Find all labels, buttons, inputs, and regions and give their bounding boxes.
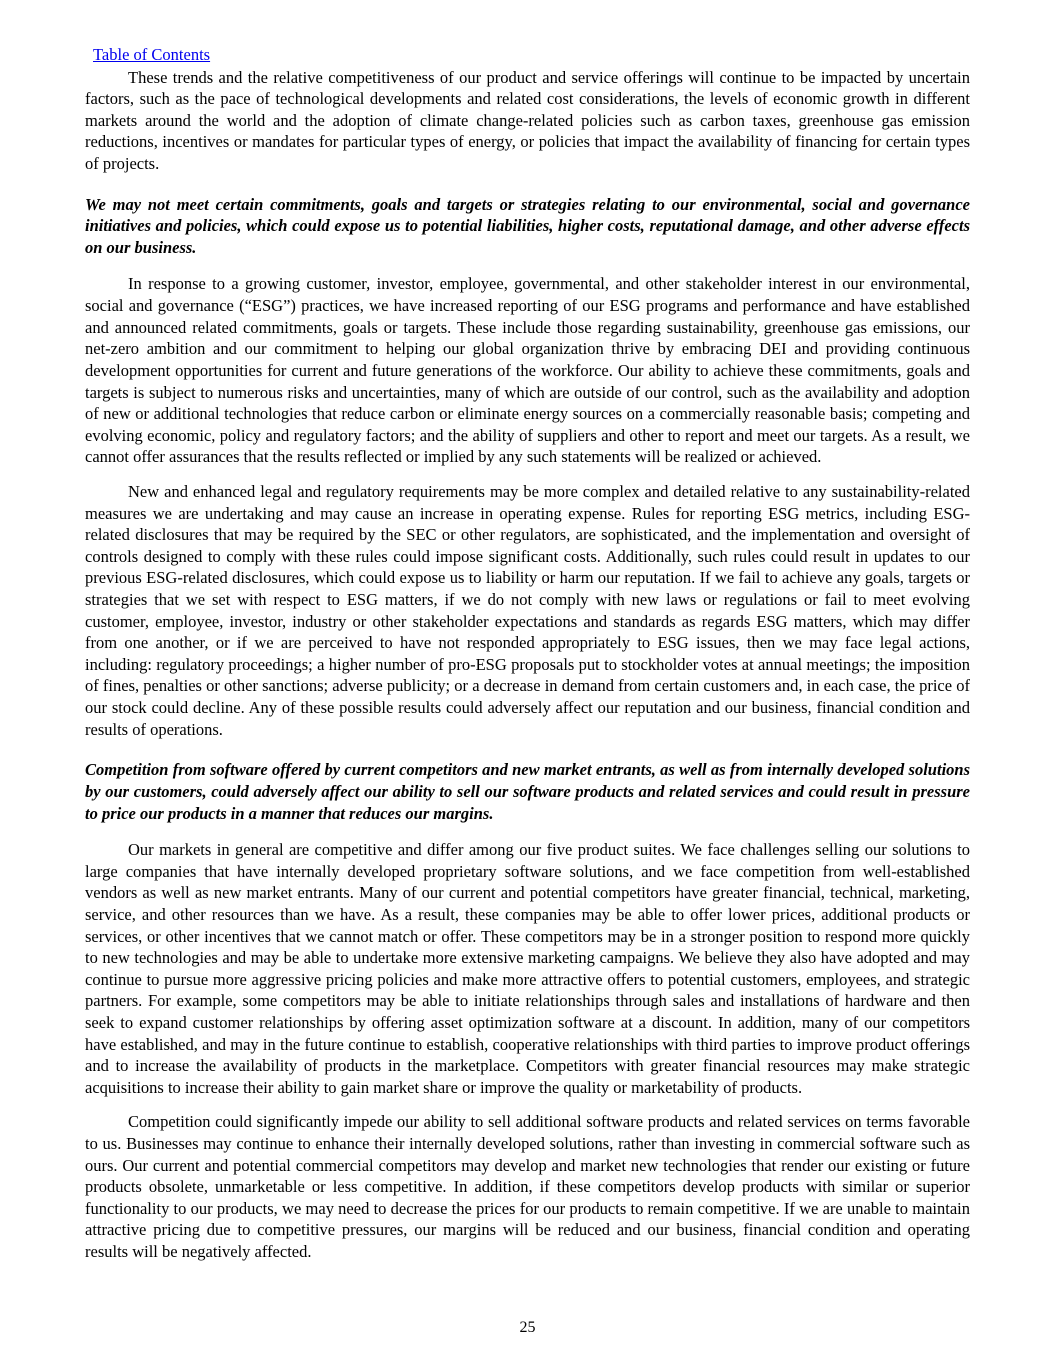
risk-factor-heading-competition: Competition from software offered by current competitors and new market entrants, as well as from internally developed solutions by our customers, could adversely affect our ability to sell our software products and related services and could result in pressure to price our products in a manner that reduces our margins. <box>85 760 970 823</box>
page-number: 25 <box>519 1319 536 1337</box>
paragraph-esg-response: In response to a growing customer, investor, employee, governmental, and other stakeholder interest in our environmental, social and governance (“ESG”) practices, we have increased reporting of our ESG programs and performance and have established and announced related commitments, goals or targets. These include those regarding sustainability, greenhouse gas emissions, our net-zero ambition and our commitment to helping our global organization thrive by embracing DEI and providing continuous development opportunities for current and future generations of the workforce. Our ability to achieve these commitments, goals and targets is subject to numerous risks and uncertainties, many of which are outside of our control, such as the availability and adoption of new or additional technologies that reduce carbon or eliminate energy sources on a commercially reasonable basis; competing and evolving economic, policy and regulatory factors; and the ability of suppliers and other to report and meet our targets. As a result, we cannot offer assurances that the results reflected or implied by any such statements will be realized or achieved. <box>85 274 970 467</box>
paragraph-markets: Our markets in general are competitive and differ among our five product suites. We face challenges selling our solutions to large companies that have internally developed proprietary software solutions, and we face competition from well-established vendors as well as new market entrants. Many of our current and potential competitors have greater financial, technical, marketing, service, and other resources than we have. As a result, these companies may be able to offer lower prices, additional products or services, or other incentives that we cannot match or offer. These competitors may be in a stronger position to respond more quickly to new technologies and may be able to undertake more extensive marketing campaigns. We believe they also have adopted and may continue to pursue more aggressive pricing policies and make more attractive offers to potential customers, employees, and strategic partners. For example, some competitors may be able to initiate relationships through sales and installations of hardware and then seek to expand customer relationships by offering asset optimization software at a discount. In addition, many of our competitors have established, and may in the future continue to establish, cooperative relationships with third parties to improve product offerings and to increase the availability of products in the marketplace. Competitors with greater financial resources may make strategic acquisitions to increase their ability to gain market share or improve the quality or marketability of products. <box>85 840 970 1097</box>
paragraph-competition-impede: Competition could significantly impede our ability to sell additional software products and related services on terms favorable to us. Businesses may continue to enhance their internally developed solutions, rather than investing in commercial software such as ours. Our current and potential commercial competitors may develop and market new technologies that render our existing or future products obsolete, unmarketable or less competitive. In addition, if these competitors develop products with similar or superior functionality to our products, we may need to decrease the prices for our products to remain competitive. If we are unable to maintain attractive pricing due to competitive pressures, our margins will be reduced and our business, financial condition and operating results will be negatively affected. <box>85 1112 970 1262</box>
paragraph-esg-legal: New and enhanced legal and regulatory requirements may be more complex and detailed relative to any sustainability-related measures we are undertaking and may cause an increase in operating expense. Rules for reporting ESG metrics, including ESG-related disclosures that may be required by the SEC or other regulators, are sophisticated, and the implementation and oversight of controls designed to comply with these rules could impose significant costs. Additionally, such rules could result in updates to our previous ESG-related disclosures, which could expose us to liability or harm our reputation. If we fail to achieve any goals, targets or strategies that we set with respect to ESG matters, if we do not comply with new laws or regulations or fail to meet evolving customer, employee, investor, industry or other stakeholder expectations and standards as regards ESG matters, which may differ from one another, or if we are perceived to have not responded appropriately to ESG issues, then we may face legal actions, including: regulatory proceedings; a higher number of pro-ESG proposals put to stockholder votes at annual meetings; the imposition of fines, penalties or other sanctions; adverse publicity; or a decrease in demand from certain customers and, in each case, the price of our stock could decline. Any of these possible results could adversely affect our reputation and our business, financial condition and results of operations. <box>85 481 970 739</box>
table-of-contents-link[interactable]: Table of Contents <box>93 45 211 64</box>
risk-factor-heading-esg: We may not meet certain commitments, goals and targets or strategies relating to our environmental, social and governance initiatives and policies, which could expose us to potential liabilities, higher costs, reputational damage, and other adverse effects on our business. <box>85 194 970 257</box>
paragraph-trends: These trends and the relative competitiveness of our product and service offerings will continue to be impacted by uncertain factors, such as the pace of technological developments and related cost considerations, the levels of economic growth in different markets around the world and the adoption of climate change-related policies such as carbon taxes, greenhouse gas emission reductions, incentives or mandates for particular types of energy, or policies that impact the availability of financing for certain types of projects. <box>85 67 970 174</box>
